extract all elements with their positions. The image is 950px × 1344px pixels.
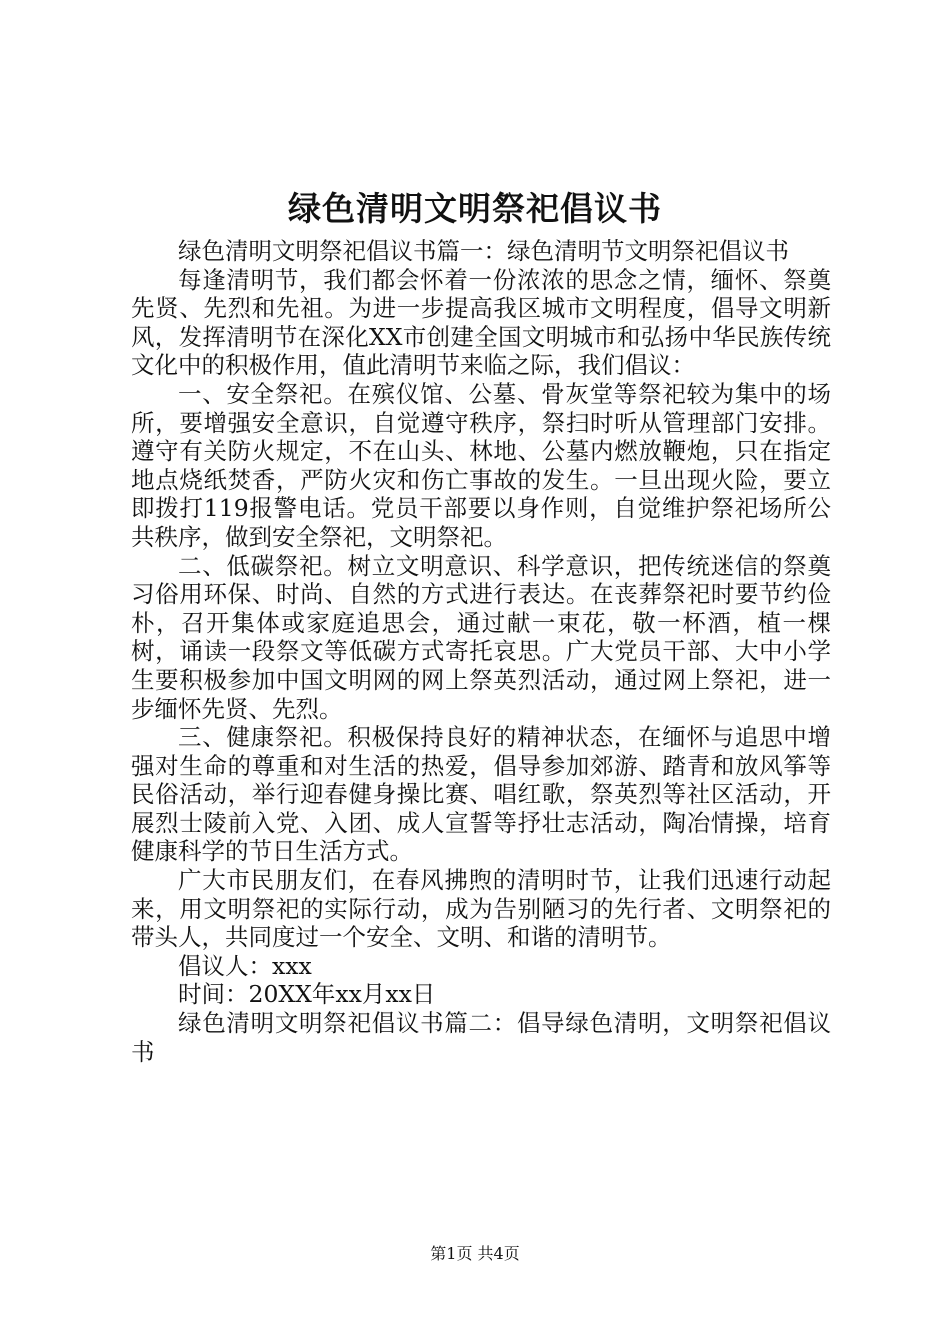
paragraph-preamble: 每逢清明节，我们都会怀着一份浓浓的思念之情，缅怀、祭奠先贤、先烈和先祖。为进一步提高我区城市文明程度，倡导文明新风，发挥清明节在深化XX市创建全国文明城市和弘扬中华民族传统文化中的积极作用，值此清明节来临之际，我们倡议：: [131, 265, 831, 380]
paragraph-date: 时间：20XX年xx月xx日: [178, 980, 436, 1009]
paragraph-intro-heading: 绿色清明文明祭祀倡议书篇一：绿色清明节文明祭祀倡议书: [178, 237, 789, 265]
document-title: 绿色清明文明祭祀倡议书: [288, 189, 662, 228]
page-number-footer: 第1页 共4页: [430, 1244, 520, 1263]
document-body: [131, 237, 831, 1066]
paragraph-initiator: 倡议人：xxx: [178, 951, 312, 980]
paragraph-low-carbon-sacrifice: 二、低碳祭祀。树立文明意识、科学意识，把传统迷信的祭奠习俗用环保、时尚、自然的方式进行表达。在丧葬祭祀时要节约俭朴，召开集体或家庭追思会，通过献一束花，敬一杯酒，植一棵树，诵读一段祭文等低碳方式寄托哀思。广大党员干部、大中小学生要积极参加中国文明网的网上祭英烈活动，通过网上祭祀，进一步缅怀先贤、先烈。: [131, 551, 831, 723]
paragraph-second-heading: 绿色清明文明祭祀倡议书篇二：倡导绿色清明，文明祭祀倡议书: [131, 1009, 831, 1066]
paragraph-safe-sacrifice: 一、安全祭祀。在殡仪馆、公墓、骨灰堂等祭祀较为集中的场所，要增强安全意识，自觉遵守秩序，祭扫时听从管理部门安排。遵守有关防火规定，不在山头、林地、公墓内燃放鞭炮，只在指定地点烧纸焚香，严防火灾和伤亡事故的发生。一旦出现火险，要立即拨打119报警电话。党员干部要以身作则，自觉维护祭祀场所公共秩序，做到安全祭祀，文明祭祀。: [131, 379, 831, 551]
paragraph-call-to-action: 广大市民朋友们，在春风拂煦的清明时节，让我们迅速行动起来，用文明祭祀的实际行动，成为告别陋习的先行者、文明祭祀的带头人，共同度过一个安全、文明、和谐的清明节。: [131, 866, 831, 952]
paragraph-healthy-sacrifice: 三、健康祭祀。积极保持良好的精神状态，在缅怀与追思中增强对生命的尊重和对生活的热爱，倡导参加郊游、踏青和放风筝等民俗活动，举行迎春健身操比赛、唱红歌，祭英烈等社区活动，开展烈士陵前入党、入团、成人宣誓等抒壮志活动，陶冶情操，培育健康科学的节日生活方式。: [131, 723, 831, 866]
